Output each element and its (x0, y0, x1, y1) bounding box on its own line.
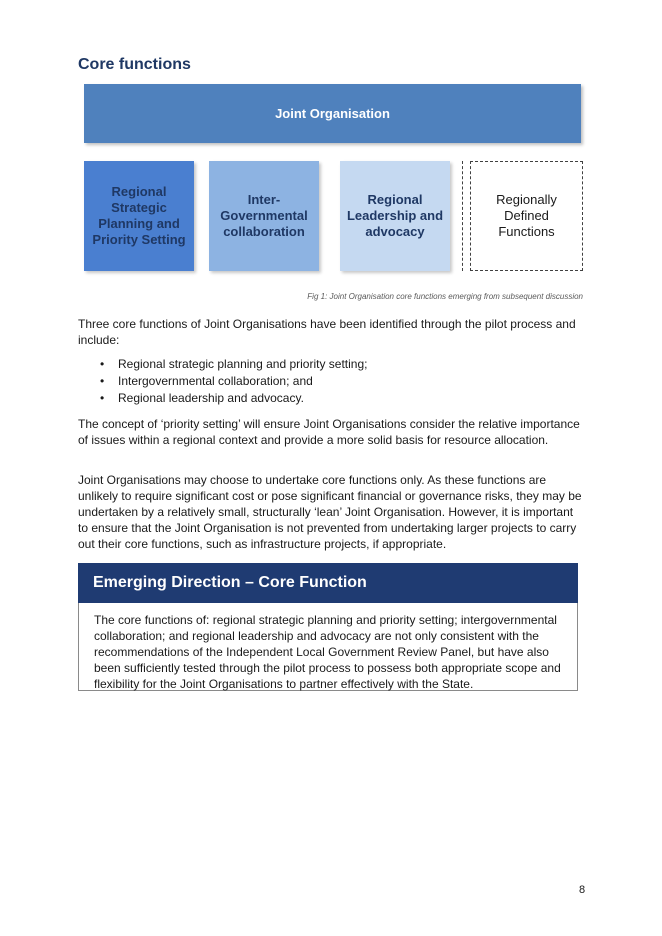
function-box-intergovernmental (209, 161, 319, 271)
section-heading: Core functions (78, 56, 191, 73)
function-box-regionally-defined (470, 161, 583, 271)
callout-title: Emerging Direction – Core Function (93, 574, 367, 591)
callout-text: The core functions of: regional strategic planning and priority setting; intergovernmental collaboration; and regional leadership and advocacy are not only consistent with the recommendations of the Independent Local Government Review Panel, but have also been sufficiently tested through the pilot process to possess both appropriate scope and flexibility for the Joint Organisations to partner effectively with the State. (94, 613, 561, 691)
list-item (78, 356, 583, 372)
list-item (78, 390, 583, 406)
core-functions-list (78, 356, 583, 407)
function-box-label: Regional Strategic Planning and Priority Setting (92, 184, 186, 247)
function-box-label: Regional Leadership and advocacy (346, 192, 444, 239)
function-box-leadership-advocacy (340, 161, 450, 271)
page-number: 8 (579, 884, 586, 896)
intro-paragraph: Three core functions of Joint Organisations have been identified through the pilot process and include: (78, 317, 576, 347)
list-item-text: Intergovernmental collaboration; and (118, 374, 313, 388)
joint-organisation-label: Joint Organisation (275, 106, 390, 121)
callout-title-bar (78, 563, 578, 603)
callout-body (78, 603, 578, 691)
bullet-icon: • (100, 374, 105, 388)
function-box-label: Inter-Governmental collaboration (220, 192, 308, 239)
priority-setting-paragraph: The concept of ‘priority setting’ will ensure Joint Organisations consider the relative importance of issues within a regional context and provide a more solid basis for resource allocation. (78, 417, 580, 447)
figure-caption: Fig 1: Joint Organisation core functions emerging from subsequent discussion (307, 292, 583, 301)
dashed-divider (462, 161, 463, 271)
core-only-paragraph: Joint Organisations may choose to undertake core functions only. As these functions are unlikely to require significant cost or pose significant financial or governance risks, they may be undertaken by a relatively small, structurally ‘lean’ Joint Organisation. However, it is important to ensure that the Joint Organisation is not prevented from undertaking larger projects to carry out their core functions, such as infrastructure projects, if appropriate. (78, 473, 582, 551)
function-box-strategic-planning (84, 161, 194, 271)
list-item (78, 373, 583, 389)
joint-organisation-bar (84, 84, 581, 143)
bullet-icon: • (100, 391, 105, 405)
bullet-icon: • (100, 357, 105, 371)
list-item-text: Regional strategic planning and priority setting; (118, 357, 368, 371)
function-box-label: Regionally Defined Functions (496, 192, 557, 239)
list-item-text: Regional leadership and advocacy. (118, 391, 304, 405)
